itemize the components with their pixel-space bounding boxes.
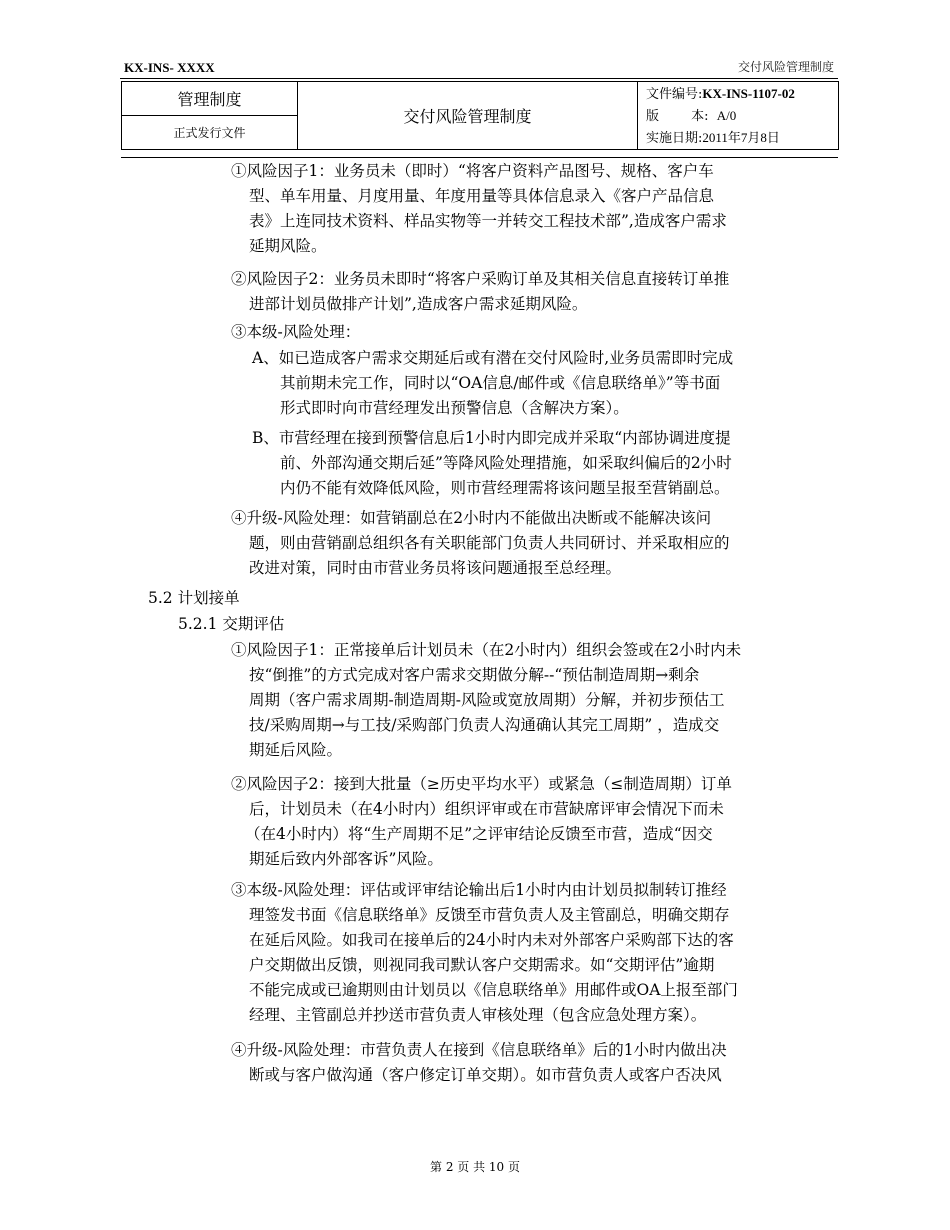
paragraph-item-a: A、如已造成客户需求交期延后或有潜在交付风险时,业务员需即时完成 其前期未完工作，同时以“OA信息/邮件或《信息联络单》”等书面 形式即时向市营经理发出预警信息（含解决方案）。: [252, 349, 734, 417]
paragraph-risk-factor-1: ①风险因子1：业务员未（即时）“将客户资料产品图号、规格、客户车 型、单车用量、月度用量、年度用量等具体信息录入《客户产品信息 表》上连同技术资料、样品实物等一并转交工程技术部”,造成客户需求 延期风险。: [231, 162, 727, 255]
document-title: 交付风险管理制度: [298, 82, 638, 150]
paragraph-item-b: B、市营经理在接到预警信息后1小时内即完成并采取“内部协调进度提 前、外部沟通交期后延”等降风险处理措施，如采取纠偏后的2小时 内仍不能有效降低风险，则市营经理需将该问题呈报至营销副总。: [252, 429, 732, 497]
version-value: A/0: [716, 107, 737, 123]
issue-status-cell: 正式发行文件: [122, 116, 298, 150]
document-meta: [638, 82, 839, 150]
version-label: 版 本:: [646, 108, 709, 124]
category-cell: 管理制度: [122, 82, 298, 116]
paragraph-risk-factor-2: ②风险因子2：业务员未即时“将客户采购订单及其相关信息直接转订单推 进部计划员做排产计划”,造成客户需求延期风险。: [231, 270, 730, 313]
running-title: 交付风险管理制度: [737, 60, 834, 74]
running-header: [120, 58, 838, 79]
document-code: KX-INS- XXXX: [124, 60, 215, 75]
file-number: KX-INS-1107-02: [702, 85, 795, 101]
effective-date: 2011年7月8日: [702, 129, 780, 145]
paragraph-plan-risk-factor-1: ①风险因子1：正常接单后计划员未（在2小时内）组织会签或在2小时内未 按“倒推”的方式完成对客户需求交期做分解--“预估制造周期→剩余 周期（客户需求周期-制造周期-风险或宽放周期）分解，并初步预估工 技/采购周期→与工技/采购部门负责人沟通确认其完工周期” ，造成交 期延后风险。: [231, 641, 742, 759]
paragraph-plan-escalation: ④升级-风险处理：市营负责人在接到《信息联络单》后的1小时内做出决 断或与客户做沟通（客户修定订单交期）。如市营负责人或客户否决风: [231, 1041, 727, 1084]
version-row: [646, 105, 838, 127]
section-heading-5-2-1: 5.2.1 交期评估: [178, 615, 285, 633]
paragraph-escalation: ④升级-风险处理：如营销副总在2小时内不能做出决断或不能解决该问 题，则由营销副总组织各有关职能部门负责人共同研讨、并采取相应的 改进对策，同时由市营业务员将该问题通报至总经理。: [231, 509, 730, 577]
paragraph-plan-level-handling: ③本级-风险处理：评估或评审结论输出后1小时内由计划员拟制转订推经 理签发书面《信息联络单》反馈至市营负责人及主管副总，明确交期存 在延后风险。如我司在接单后的24小时内未对外部客户采购部下达的客 户交期做出反馈，则视同我司默认客户交期需求。如“交期评估”逾期 不能完成或已逾期则由计划员以《信息联络单》用邮件或OA上报至部门 经理、主管副总并抄送市营负责人审核处理（包含应急处理方案）。: [231, 881, 738, 1024]
document-header-table: [121, 81, 839, 150]
file-number-row: 文件编号:KX-INS-1107-02: [646, 85, 795, 102]
header-divider: [121, 157, 838, 158]
paragraph-level-handling: ③本级-风险处理：: [231, 323, 361, 341]
page-footer: 第 2 页 共 10 页: [430, 1160, 520, 1174]
date-row: 实施日期:2011年7月8日: [646, 129, 780, 146]
section-heading-5-2: 5.2 计划接单: [148, 589, 240, 607]
paragraph-plan-risk-factor-2: ②风险因子2：接到大批量（≥历史平均水平）或紧急（≤制造周期）订单 后，计划员未（在4小时内）组织评审或在市营缺席评审会情况下而未 （在4小时内）将“生产周期不足”之评审结论反馈至市营，造成“因交 期延后致内外部客诉”风险。: [231, 775, 732, 868]
